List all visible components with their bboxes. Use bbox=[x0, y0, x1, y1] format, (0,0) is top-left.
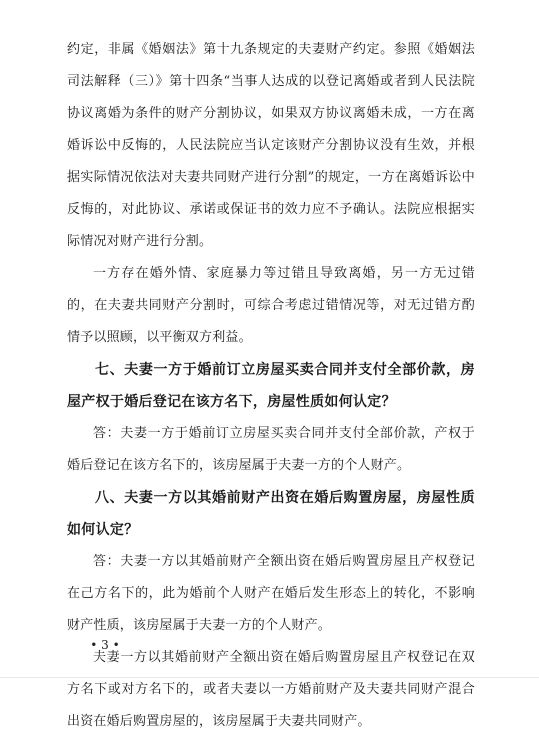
paragraph-fault-compensation: 一方存在婚外情、家庭暴力等过错且导致离婚，另一方无过错的，在夫妻共同财产分割时，可综合考虑过错情况等，对无过错方酌情予以照顾，以平衡双方利益。 bbox=[67, 266, 475, 345]
answer-eight: 答：夫妻一方以其婚前财产全额出资在婚后购置房屋且产权登记在己方名下的，此为婚前个人财产在婚后发生形态上的转化，不影响财产性质，该房屋属于夫妻一方的个人财产。 bbox=[67, 554, 475, 633]
answer-seven: 答：夫妻一方于婚前订立房屋买卖合同并支付全部价款，产权于婚后登记在该方名下的，该房屋属于夫妻一方的个人财产。 bbox=[67, 426, 475, 473]
paragraph-continuation: 约定，非属《婚姻法》第十九条规定的夫妻财产约定。参照《婚姻法司法解释（三）》第十四条“当事人达成的以登记离婚或者到人民法院协议离婚为条件的财产分割协议，如果双方协议离婚未成，一方在离婚诉讼中反悔的，人民法院应当认定该财产分割协议没有生效，并根据实际情况依法对夫妻共同财产进行分割”的规定，一方在离婚诉讼中反悔的，对此协议、承诺或保证书的效力应不予确认。法院应根据实际情况对财产进行分割。 bbox=[67, 42, 475, 249]
page-number: • 3 • bbox=[90, 638, 120, 652]
section-heading-seven: 七、夫妻一方于婚前订立房屋买卖合同并支付全部价款，房屋产权于婚后登记在该方名下，房屋性质如何认定？ bbox=[67, 362, 475, 410]
section-heading-eight: 八、夫妻一方以其婚前财产出资在婚后购置房屋，房屋性质如何认定？ bbox=[67, 490, 475, 538]
answer-eight-continued: 夫妻一方以其婚前财产全额出资在婚后购置房屋且产权登记在双方名下或对方名下的，或者夫妻以一方婚前财产及夫妻共同财产混合出资在婚后购置房屋的，该房屋属于夫妻共同财产。 bbox=[67, 650, 475, 729]
document-body bbox=[67, 34, 475, 738]
